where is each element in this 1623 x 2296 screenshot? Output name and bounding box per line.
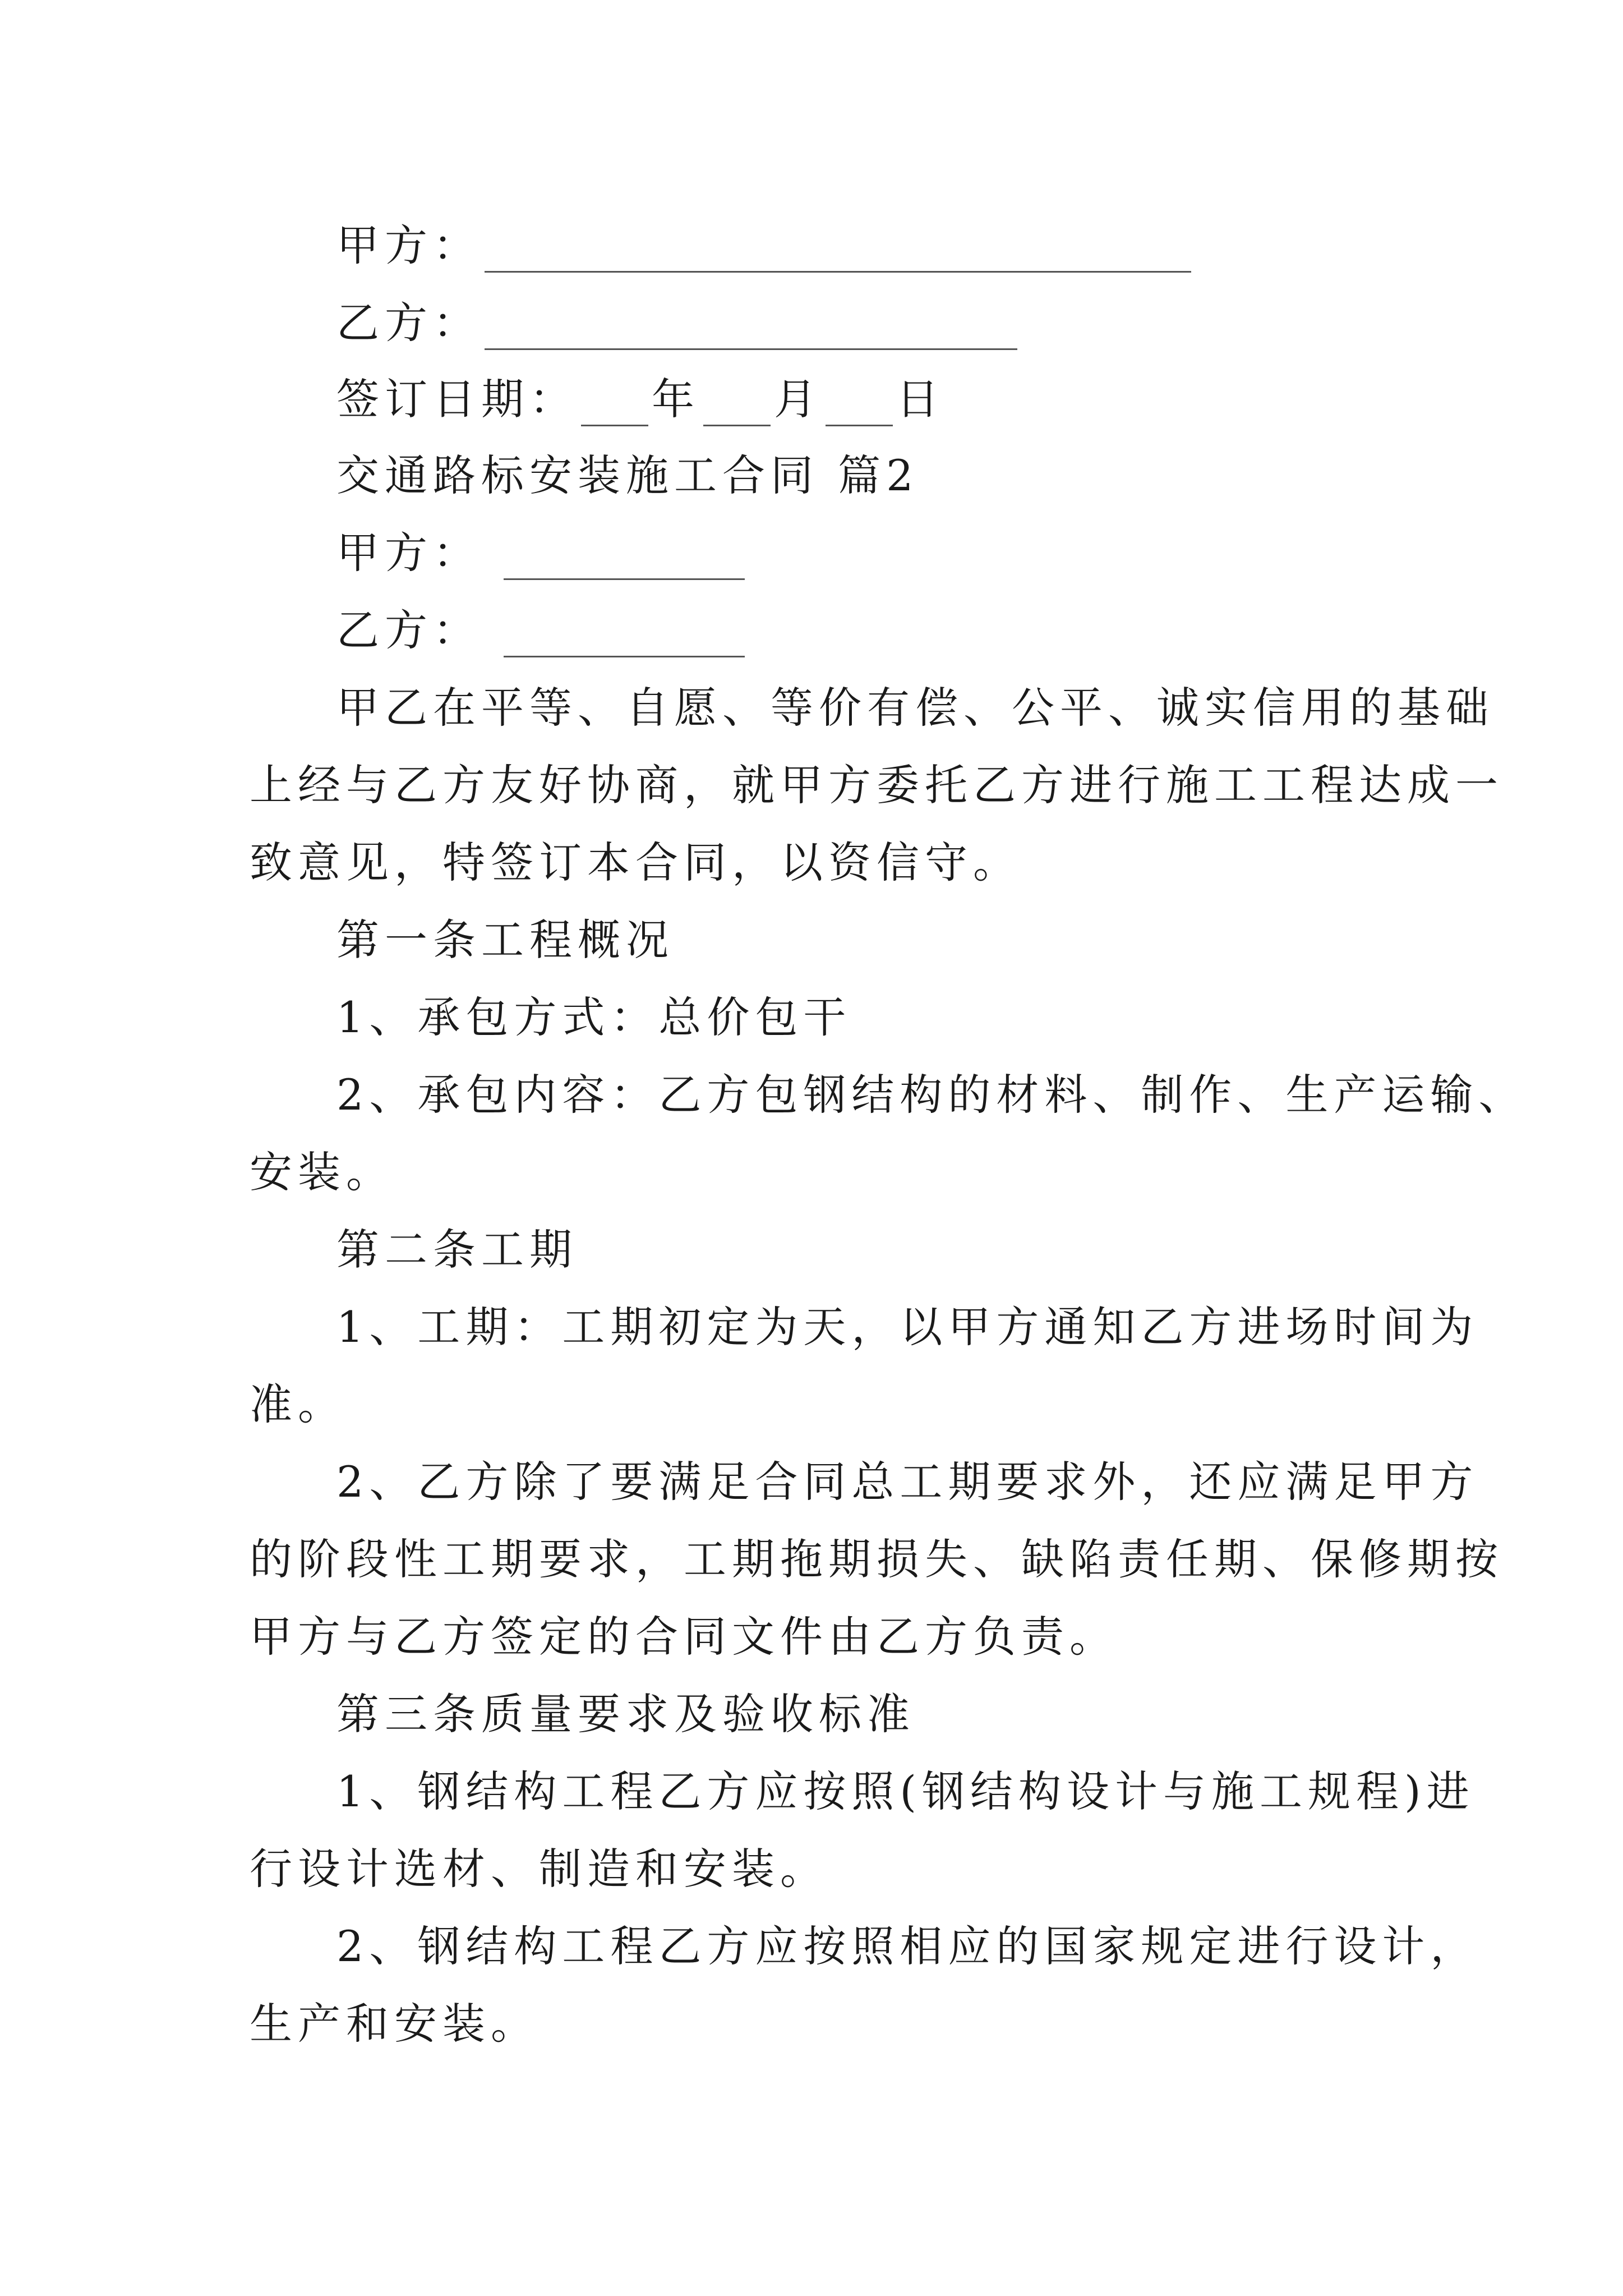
article-3-item-1: 1、钢结构工程乙方应按照(钢结构设计与施工规程)进 xyxy=(336,1766,1475,1816)
article-2-item-2: 2、乙方除了要满足合同总工期要求外，还应满足甲方 xyxy=(336,1457,1479,1507)
day-label: 日 xyxy=(896,374,944,424)
article-2-item-2-cont: 甲方与乙方签定的合同文件由乙方负责。 xyxy=(250,1612,1118,1662)
date-label: 签订日期： xyxy=(336,374,578,424)
party-b-label: 乙方： xyxy=(336,605,481,655)
parties-party-a xyxy=(336,526,745,580)
signature-party-a xyxy=(336,219,1191,273)
article-1-item-1: 1、承包方式：总价包干 xyxy=(336,992,852,1042)
article-2-item-2-cont: 的阶段性工期要求，工期拖期损失、缺陷责任期、保修期按 xyxy=(250,1534,1504,1584)
section-title: 交通路标安装施工合同 篇2 xyxy=(336,450,919,500)
article-2-title: 第二条工期 xyxy=(336,1225,578,1274)
month-label: 月 xyxy=(774,374,822,424)
parties-party-b xyxy=(336,604,745,657)
article-3-item-2-cont: 生产和安装。 xyxy=(250,1999,539,2049)
party-a-label: 甲方： xyxy=(336,528,481,578)
article-1-item-2: 2、承包内容：乙方包钢结构的材料、制作、生产运输、 xyxy=(336,1070,1527,1120)
article-3-title: 第三条质量要求及验收标准 xyxy=(336,1689,915,1739)
year-blank[interactable] xyxy=(581,385,648,426)
preamble-line: 致意见，特签订本合同，以资信守。 xyxy=(250,838,1021,887)
party-a-blank[interactable] xyxy=(485,232,1191,273)
day-blank[interactable] xyxy=(826,385,893,426)
party-b-label: 乙方： xyxy=(336,298,481,348)
party-b-blank[interactable] xyxy=(485,309,1017,350)
signature-date xyxy=(336,372,944,426)
signature-party-b xyxy=(336,296,1017,350)
article-1-title: 第一条工程概况 xyxy=(336,915,674,965)
article-2-item-1-cont: 准。 xyxy=(250,1379,346,1429)
year-label: 年 xyxy=(652,374,700,424)
party-a-blank[interactable] xyxy=(504,539,745,580)
article-1-item-2-cont: 安装。 xyxy=(250,1147,394,1197)
article-3-item-1-cont: 行设计选材、制造和安装。 xyxy=(250,1844,828,1894)
article-2-item-1: 1、工期：工期初定为天，以甲方通知乙方进场时间为 xyxy=(336,1302,1479,1352)
party-a-label: 甲方： xyxy=(336,220,481,270)
preamble-line: 上经与乙方友好协商，就甲方委托乙方进行施工工程达成一 xyxy=(250,760,1504,810)
preamble-line: 甲乙在平等、自愿、等价有偿、公平、诚实信用的基础 xyxy=(336,683,1494,733)
month-blank[interactable] xyxy=(703,385,771,426)
article-3-item-2: 2、钢结构工程乙方应按照相应的国家规定进行设计， xyxy=(336,1921,1479,1971)
party-b-blank[interactable] xyxy=(504,616,745,657)
